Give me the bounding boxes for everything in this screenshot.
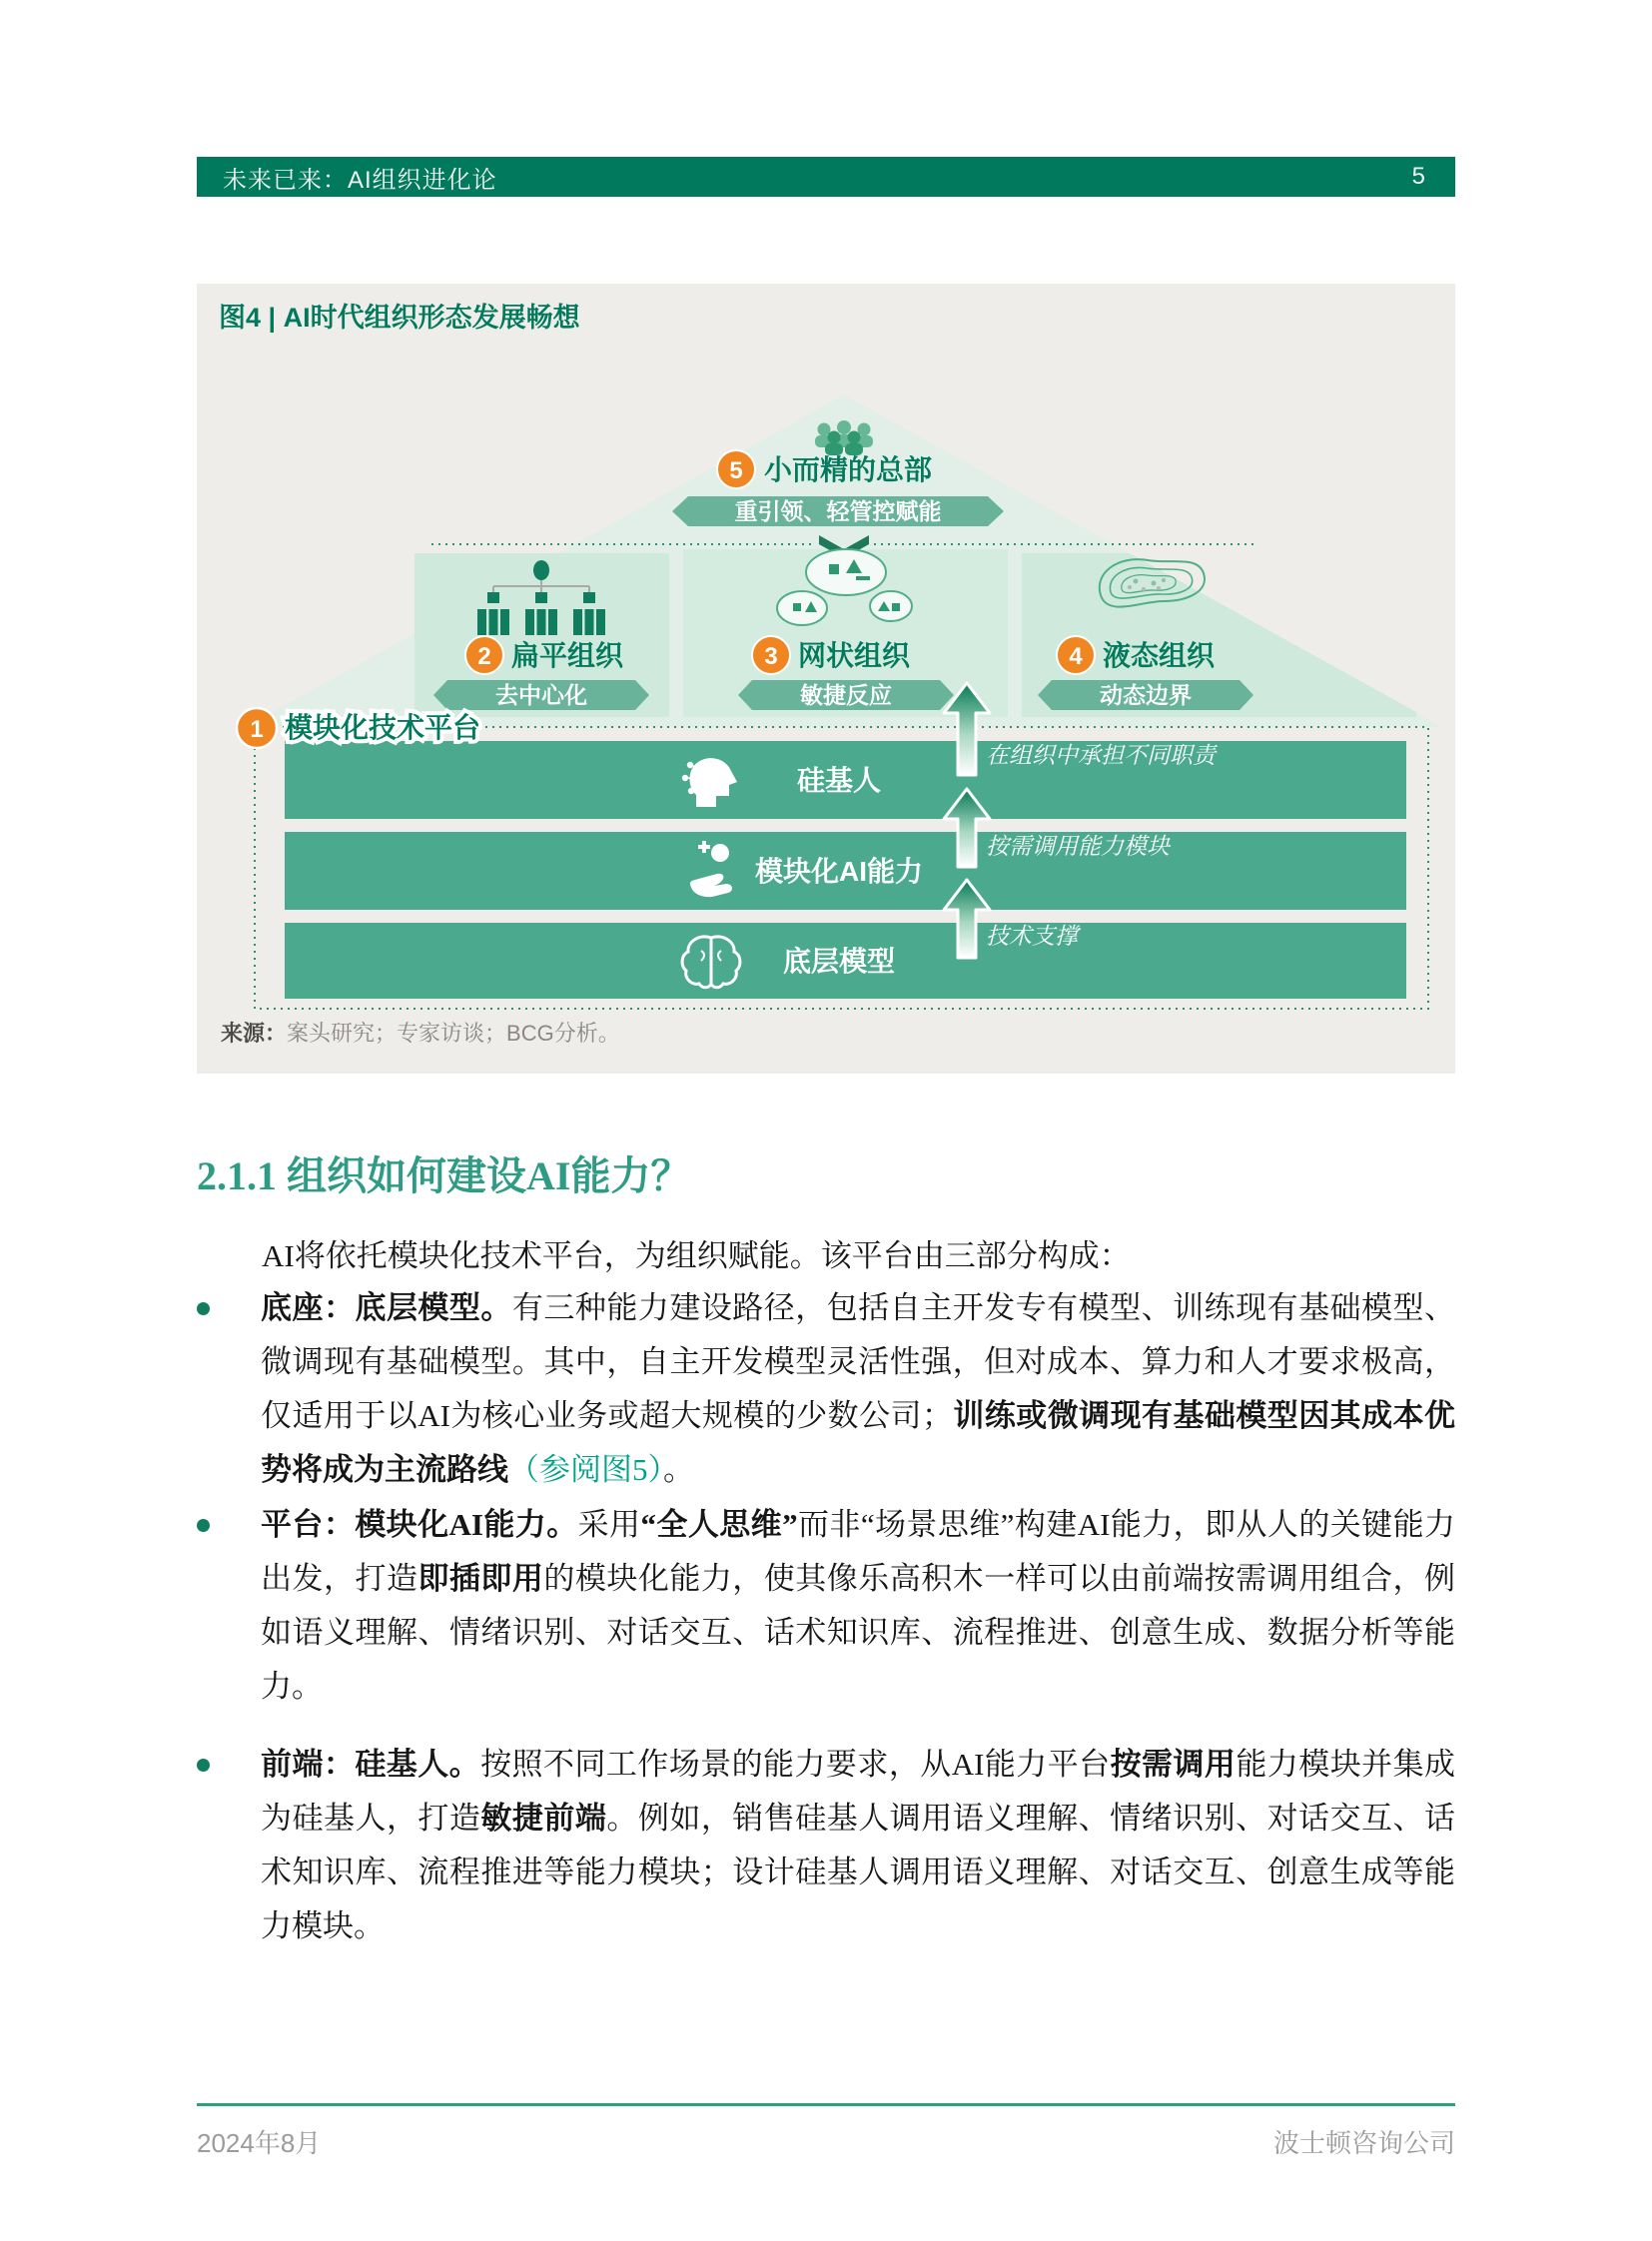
figure-title: 图4 | AI时代组织形态发展畅想 [219, 303, 580, 333]
footer-date: 2024年8月 [197, 2128, 322, 2158]
page-number: 5 [1411, 163, 1425, 190]
bullet-dot-icon [197, 1302, 210, 1315]
figure5-reference-link[interactable]: （参阅图5） [508, 1452, 663, 1487]
org-evolution-diagram [197, 284, 1455, 1074]
bullet-silicon-human [197, 1738, 1457, 1953]
source-text: 案头研究；专家访谈；BCG分析。 [287, 1021, 620, 1046]
modular-ai-annotation: 按需调用能力模块 [986, 833, 1170, 859]
page-header-band [197, 157, 1455, 197]
modular-ai-label: 模块化AI能力 [754, 856, 924, 887]
liquid-number: 4 [1069, 643, 1083, 670]
silicon-human-label: 硅基人 [796, 765, 882, 796]
bullet-base-model-text [261, 1281, 1455, 1497]
liquid-label: 液态组织 [1103, 640, 1216, 671]
platform-number: 1 [250, 716, 264, 743]
base-model-label: 底层模型 [782, 946, 896, 977]
bullet3-body3: 。例如，销售硅基人调用语义理解、情绪识别、对话交互、话术知识库、流程推进等能力模块；设计硅基人调用语义理解、对话交互、创意生成等能力模块。 [261, 1801, 1456, 1943]
bullet-modular-ai [197, 1498, 1457, 1714]
mesh-banner-text: 敏捷反应 [800, 682, 892, 708]
bullet2-body2: 而非“场景思维”构建AI能力，即从人的关键能力出发，打造 [261, 1507, 1456, 1596]
bullet-base-model [197, 1281, 1457, 1497]
flat-label: 扁平组织 [511, 640, 624, 671]
liquid-banner-text: 动态边界 [1100, 682, 1192, 708]
mesh-label: 网状组织 [798, 640, 911, 671]
bullet3-lead: 前端：硅基人。 [261, 1747, 481, 1782]
footer-company: 波士顿咨询公司 [1272, 2128, 1455, 2158]
figure-source [221, 1017, 620, 1048]
bullet-dot-icon [197, 1759, 210, 1772]
hq-label: 小而精的总部 [764, 454, 933, 485]
flat-number: 2 [477, 643, 491, 670]
source-label: 来源： [221, 1021, 288, 1046]
bullet3-emphasis2: 敏捷前端 [480, 1801, 607, 1836]
section-heading: 2.1.1 组织如何建设AI能力？ [197, 1153, 691, 1198]
mesh-number: 3 [764, 643, 778, 670]
bullet1-body: 有三种能力建设路径，包括自主开发专有模型、训练现有基础模型、微调现有基础模型。其中，自主开发模型灵活性强，但对成本、算力和人才要求极高，仅适用于以AI为核心业务或超大规模的少数公司； [261, 1290, 1456, 1433]
bullet3-body2: 能力模块并集成为硅基人，打造 [261, 1747, 1456, 1836]
figure-4-exhibit [197, 284, 1455, 1074]
bullet2-lead: 平台：模块化AI能力。 [261, 1507, 578, 1542]
base-model-annotation: 技术支撑 [986, 923, 1078, 949]
bullet3-emphasis1: 按需调用 [1110, 1747, 1237, 1782]
bullet2-body3: 的模块化能力，使其像乐高积木一样可以由前端按需调用组合，例如语义理解、情绪识别、对话交互、话术知识库、流程推进、创意生成、数据分析等能力。 [261, 1561, 1456, 1704]
platform-label: 模块化技术平台 [285, 712, 481, 743]
bullet1-lead: 底座：底层模型。 [261, 1290, 512, 1325]
bullet1-emphasis: 训练或微调现有基础模型因其成本优势将成为主流路线 [261, 1398, 1455, 1487]
page-footer [197, 2123, 1455, 2160]
bullet2-emphasis1: “全人思维” [640, 1507, 798, 1542]
bullet-modular-ai-text [261, 1498, 1455, 1714]
bullet1-period: 。 [663, 1452, 694, 1487]
intro-paragraph: AI将依托模块化技术平台，为组织赋能。该平台由三部分构成： [262, 1238, 1131, 1273]
bullet-dot-icon [197, 1519, 210, 1532]
hq-banner-text: 重引领、轻管控赋能 [734, 498, 942, 524]
flat-banner-text: 去中心化 [495, 682, 587, 708]
bullet-silicon-human-text [261, 1738, 1455, 1953]
report-title: 未来已来：AI组织进化论 [223, 166, 497, 194]
footer-divider-line [197, 2103, 1455, 2106]
silicon-human-annotation: 在组织中承担不同职责 [986, 742, 1216, 768]
bullet2-emphasis2: 即插即用 [417, 1561, 544, 1596]
hq-number: 5 [729, 457, 743, 484]
bullet3-body1: 按照不同工作场景的能力要求，从AI能力平台 [480, 1747, 1111, 1782]
bullet2-body1: 采用 [577, 1507, 641, 1542]
